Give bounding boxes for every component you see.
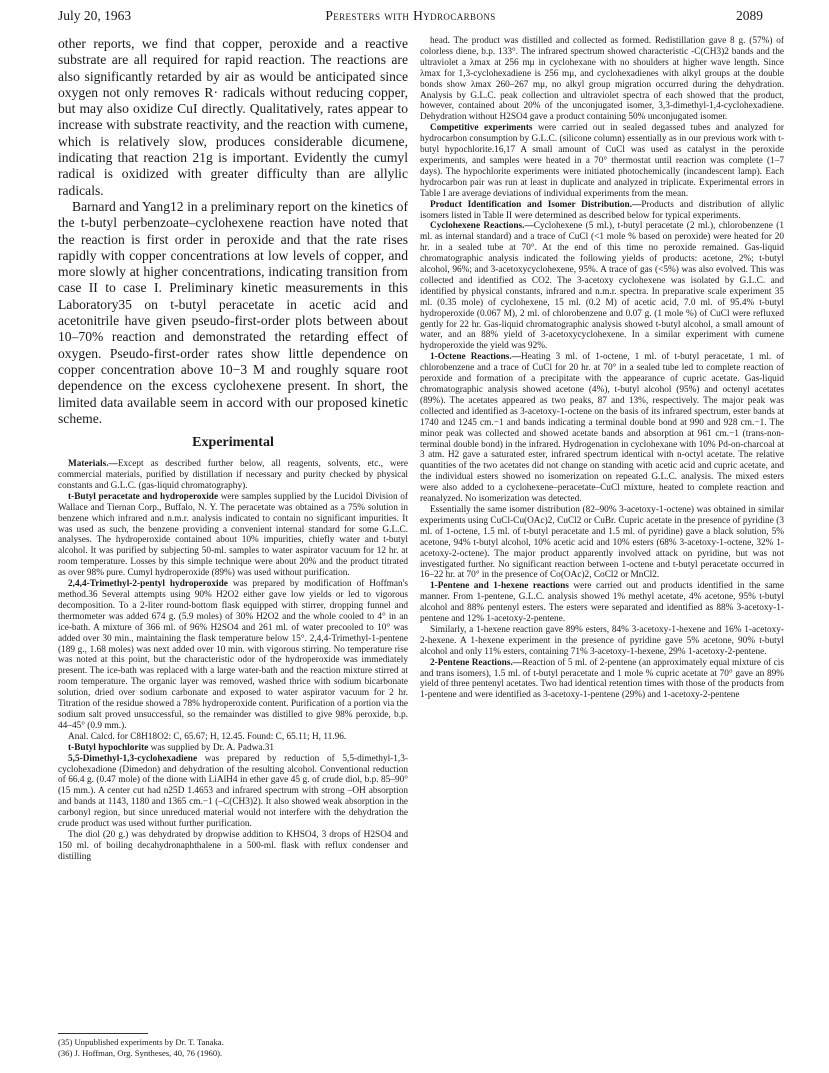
run-in-title: 5,5-Dimethyl-1,3-cyclohexadiene [68, 753, 198, 764]
experimental-paragraph [420, 658, 784, 702]
paragraph-text: Products and distribution of allylic isomers listed in Table II were determined as described below for typical experiments. [420, 199, 784, 221]
experimental-paragraph [58, 579, 408, 732]
discussion-text [58, 36, 408, 427]
header-page-number: 2089 [736, 8, 763, 23]
experimental-paragraph [420, 352, 784, 505]
paragraph-text: Anal. Calcd. for C8H18O2: C, 65.67; H, 12.45. Found: C, 65.11; H, 11.96. [68, 731, 347, 742]
header-title: Peresters with Hydrocarbons [325, 8, 496, 23]
body-paragraph: Barnard and Yang12 in a preliminary report on the kinetics of the t-butyl perbenzoate–cyclohexene reaction have noted that the reaction is first order in peroxide and that the rate rises rapidly with copper concentrations at low levels of copper, and more slowly at higher concentrations, indicating transition from case II to case I. Preliminary kinetic measurements in this Laboratory35 on t-butyl peracetate in acetic acid and acetonitrile have given pseudo-first-order plots between about 10–70% reaction and demonstrated the retarding effect of oxygen. Pseudo-first-order rates show little dependence on copper concentration above 10−3 M and roughly square root dependence on the excess cyclohexene present. In short, the limited data available seem in accord with our proposed kinetic scheme. [58, 198, 408, 426]
paragraph-text: was supplied by Dr. A. Padwa.31 [148, 742, 275, 753]
experimental-text-right [420, 36, 784, 701]
run-in-title: 1-Octene Reactions.— [430, 352, 522, 363]
run-in-title: 2-Pentene Reactions.— [430, 657, 523, 668]
run-in-title: Materials.— [68, 459, 118, 470]
paragraph-text: Essentially the same isomer distribution (82–90% 3-acetoxy-1-octene) was obtained in similar experiments using CuCl-Cu(OAc)2, CuCl2 or CuBr. Cupric acetate in the presence of pyridine (3 ml. of 1-octene, 1.5 ml. of t-butyl peracetate and 1.5 ml. of pyridine) gave a black solution, 5% acetone, 94% t-butyl alcohol, 10% acetic acid and 10% esters (68% 3-acetoxy-1-octene, 32% 1-acetoxy-2-octene). The major product apparently involved attack on pyridine, but was not investigated further. No significant reaction between 1-octene and t-butyl peracetate occurred in 16–22 hr. at 70° in the presence of Co(OAc)2, CoCl2 or MnCl2. [420, 504, 784, 581]
right-column [420, 36, 784, 1066]
footnote-35: (35) Unpublished experiments by Dr. T. Tanaka. [58, 1037, 224, 1047]
paragraph-text: Reaction of 5 ml. of 2-pentene (an approximately equal mixture of cis and trans isomers), 1.5 ml. of t-butyl peracetate and 1 mole % cupric acetate at 70° gave an 89% yield of three pentenyl acetates. Two had identical retention times with those of the products from 1-pentene and were identified as 3-acetoxy-1-pentene (29%) and 1-acetoxy-2-pentene [420, 657, 784, 701]
left-column [58, 36, 408, 1036]
paragraph-text: were carried out and products identified in the same manner. From 1-pentene, G.L.C. analysis showed 1% methyl acetate, 4% acetone, 95% t-butyl alcohol and 88% pentenyl esters. The esters were separated and identified as 88% 3-acetoxy-1-pentene and 12% 1-acetoxy-2-pentene. [420, 581, 784, 625]
running-header [58, 8, 763, 30]
paragraph-text: Except as described further below, all reagents, solvents, etc., were commercial materials, purified by distillation if necessary and purity checked by physical constants and G.L.C. (gas-liquid chromatography). [58, 459, 408, 491]
experimental-paragraph [420, 625, 784, 658]
section-heading-experimental: Experimental [192, 435, 274, 451]
paragraph-text: was prepared by modification of Hoffman's method.36 Several attempts using 90% H2O2 either gave low yields or led to vigorous decomposition. To a 2-liter round-bottom flask equipped with stirrer, dropping funnel and thermometer was added 674 g. (5.9 moles) of 30% H2O2 and the whole cooled to 4° in an ice-bath. A mixture of 366 ml. of 96% H2SO4 and 261 ml. of water precooled to 10° was added over 30 min., maintaining the flask temperature below 15°. 2,4,4-Trimethyl-1-pentene (189 g., 1.68 moles) was next added over 10 min. with vigorous stirring. No temperature rise was noted at this point, but the characteristic odor of the hydroperoxide was immediately present. The ice-bath was replaced with a large water-bath and the reaction mixture stirred at room temperature. The organic layer was removed, washed thrice with sodium bicarbonate solution, dried over sodium carbonate and exposed to water aspirator vacuum for 2 hr. Titration of the residue showed a 78% hydroperoxide content. Purification of a portion via the sodium salt proved unsuccessful, so the remainder was distilled to give 98% peroxide, b.p. 44–45° (0.9 mm.). [58, 579, 408, 731]
paragraph-text: were carried out in sealed degassed tubes and analyzed for hydrocarbon consumption by G.L.C. (silicone column) essentially as in our previous work with t-butyl hypochlorite.16,17 A small amount of CuCl was used as catalyst in the peroxide experiments, and samples were heated in a 70° thermostat until reaction was complete (1–7 days). The hypochlorite experiments were initiated photochemically (incandescent lamp). Each hydrocarbon pair was run at least in duplicate and analyzed in triplicate. Experimental errors in Table I are average deviations of individual experiments from the mean. [420, 123, 784, 199]
header-date: July 20, 1963 [58, 8, 132, 23]
paragraph-text: The diol (20 g.) was dehydrated by dropwise addition to KHSO4, 3 drops of H2SO4 and 150 ml. of boiling decahydronaphthalene in a 500-ml. flask with reflux condenser and distilling [58, 829, 408, 862]
analysis-paragraph [58, 732, 408, 743]
paragraph-text: Heating 3 ml. of 1-octene, 1 ml. of t-butyl peracetate, 1 ml. of chlorobenzene and a trace of CuCl for 20 hr. at 70° in a sealed tube led to complete reaction of peroxide and formation of a precipitate with the appearance of cupric acetate. Gas-liquid chromatographic analysis showed acetone (4%), t-butyl alcohol (95%) and octenyl acetates (89%). The acetates appeared as two peaks, 87 and 13%, respectively. The major peak was collected and identified as 3-acetoxy-1-octene on the basis of its infrared spectrum, ester bands at 1740 and 1245 cm.−1 and bands indicating a terminal double bond at 990 and 928 cm.−1. The minor peak was collected and showed acetate bands and absorption at 961 cm.−1 (trans-non-terminal double bond) in the infrared. Hydrogenation in cyclohexane with 10% Pd-on-charcoal at 3 atm. H2 gave a saturated ester, infrared spectrum identical with n-octyl acetate. The relative quantities of the two acetates did not change on standing with acetic acid and cupric acetate, and the individual esters showed no isomerization on repeated G.L.C. analysis. The mixed esters were also added to a cyclohexene–peracetate–CuCl mixture, heated to complete reaction and reanalyzed. No isomerization was detected. [420, 352, 784, 505]
experimental-paragraph [420, 221, 784, 352]
footnote-rule [58, 1033, 148, 1034]
experimental-paragraph [58, 492, 408, 579]
run-in-title: 1-Pentene and 1-hexene reactions [430, 581, 569, 592]
experimental-paragraph [420, 36, 784, 123]
experimental-paragraph [420, 505, 784, 581]
experimental-text-left [58, 459, 408, 863]
run-in-title: Competitive experiments [430, 123, 533, 134]
experimental-paragraph [58, 743, 408, 754]
footnote-36: (36) J. Hoffman, Org. Syntheses, 40, 76 (1960). [58, 1048, 223, 1058]
run-in-title: t-Butyl peracetate and hydroperoxide [68, 491, 219, 502]
paragraph-text: were samples supplied by the Lucidol Division of Wallace and Tiernan Corp., Buffalo, N. Y. The peracetate was obtained as a 75% solution in benzene which infrared and n.m.r. analysis indicated to contain no significant impurities. It was used as such, the benzene providing a convenient internal standard for some G.L.C. analyses. The hydroperoxide contained about 10% impurities, chiefly water and t-butyl alcohol. It was purified by subjecting 50-ml. samples to water aspirator vacuum for 12 hr. at room temperature. Losses by this simple technique were about 20% and the product titrated as over 98% pure. Cumyl hydroperoxide (89%) was used without purification. [58, 491, 408, 579]
experimental-paragraph [58, 754, 408, 830]
experimental-paragraph [58, 459, 408, 492]
paragraph-text: was prepared by reduction of 5,5-dimethyl-1,3-cyclohexadione (Dimedon) and dehydration of the resulting alcohol. Conventional reduction of 66.4 g. (0.47 mole) of the dione with LiAlH4 in ether gave 45 g. of crude diol, b.p. 85–90° (15 mm.). A center cut had n25D 1.4653 and infrared spectrum with strong –OH absorption and bands at 1143, 1180 and 1365 cm.−1 (–C(CH3)2). It also showed weak absorption in the carbonyl region, but since unreduced material would not interfere with the dehydration the crude product was used without further purification. [58, 753, 408, 830]
run-in-title: Cyclohexene Reactions.— [430, 221, 534, 232]
body-paragraph: other reports, we find that copper, peroxide and a reactive substrate are all required for rapid reaction. The reactions are also significantly retarded by air as would be anticipated since oxygen not only removes R· radicals without reducing copper, but may also oxidize CuI directly. Qualitatively, rates appear to increase with substrate reactivity, and the reaction with cumene, which is relatively slow, produces considerable dicumene, indicating that reaction 21g is important. Evidently the cumyl radical is oxidized with greater difficulty than are allylic radicals. [58, 36, 408, 198]
paragraph-text: head. The product was distilled and collected as formed. Redistillation gave 8 g. (57%) of colorless diene, b.p. 133°. The infrared spectrum showed characteristic -C(CH3)2 bands and the ultraviolet a λmax at 256 mμ in cyclohexane with no shoulders at higher wave length. Since λmax for 1,3-cyclohexadiene is 256 mμ, and cyclohexadienes with alkyl groups at the double bonds show λmax 260–267 mμ, no alkyl group migration occurred during the dehydration. Analysis by G.L.C. peak collection and ultraviolet spectra of each showed that the product, however, contained about 20% of the unconjugated isomer, 3,3-dimethyl-1,4-cyclohexadiene. Dehydration without H2SO4 gave a product containing 50% unconjugated isomer. [420, 36, 784, 123]
run-in-title: t-Butyl hypochlorite [68, 742, 149, 753]
run-in-title: 2,4,4-Trimethyl-2-pentyl hydroperoxide [68, 579, 228, 590]
experimental-paragraph [420, 200, 784, 222]
run-in-title: Product Identification and Isomer Distribution.— [430, 199, 642, 210]
experimental-paragraph [420, 581, 784, 625]
experimental-paragraph [420, 123, 784, 199]
paragraph-text: Cyclohexene (5 ml.), t-butyl peracetate (2 ml.), chlorobenzene (1 ml. as internal standard) and a trace of CuCl (<1 mole % based on peroxide) were heated for 20 hr. in a sealed tube at 70°. At the end of this time no peroxide remained. Gas-liquid chromatographic analysis indicated the following yields of products: acetone, 2%; t-butyl alcohol, 96%; and 3-acetoxycyclohexene, 95%. A trace of gas (<5%) was also evolved. This was collected and identified as CO2. The 3-acetoxy cyclohexene was isolated by G.L.C. and identified by physical constants, infrared and n.m.r. spectra. In preparative scale experiment 35 ml. (0.35 mole) of cyclohexene, 15 ml. (0.2 M) of acetic acid, 7.0 ml. of 95.4% t-butyl hydroperoxide (0.067 M), 2 ml. of chlorobenzene and 0.07 g. (1 mole %) of CuCl were refluxed gently for 22 hr. Gas-liquid chromatographic analysis showed t-butyl alcohol, a small amount of water, and an 88% yield of 3-acetoxycyclohexene. In a similar experiment with cumene hydroperoxide the yield was 92%. [420, 221, 784, 352]
footnotes [58, 1033, 408, 1059]
paragraph-text: Similarly, a 1-hexene reaction gave 89% esters, 84% 3-acetoxy-1-hexene and 16% 1-acetoxy-2-hexene. A 1-hexene experiment in the presence of pyridine gave 5% acetone, 90% t-butyl alcohol and only 11% esters, containing 71% 3-acetoxy-1-hexene, 29% 1-acetoxy-2-pentene. [420, 624, 784, 657]
experimental-paragraph [58, 830, 408, 863]
